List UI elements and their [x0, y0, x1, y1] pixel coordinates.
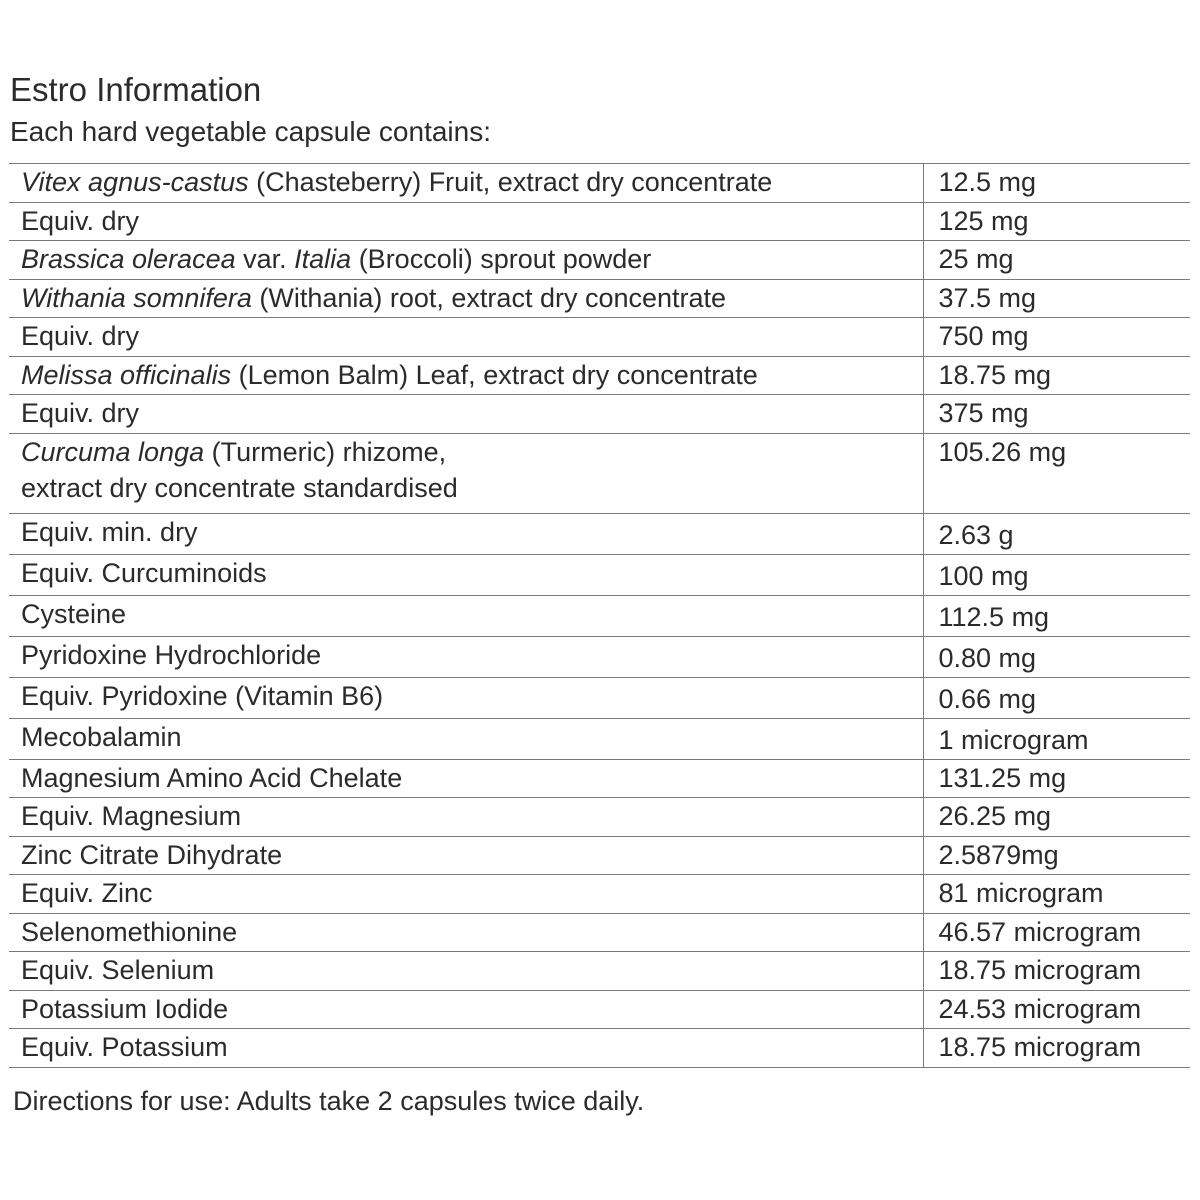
- page-title: Estro Information: [10, 71, 262, 108]
- ingredient-name: Equiv. min. dry: [9, 513, 923, 554]
- ingredient-latin-name: Curcuma longa: [21, 436, 205, 467]
- directions-text: Directions for use: Adults take 2 capsules twice daily.: [13, 1086, 645, 1116]
- ingredient-amount: 18.75 microgram: [923, 952, 1190, 991]
- ingredient-name: Equiv. Pyridoxine (Vitamin B6): [9, 677, 923, 718]
- table-row: [9, 990, 1190, 1029]
- table-row: [9, 836, 1190, 875]
- ingredient-common-name: (Broccoli) sprout powder: [351, 244, 652, 274]
- ingredient-name: Cysteine: [9, 595, 923, 636]
- ingredient-amount: 1 microgram: [923, 718, 1190, 759]
- ingredient-name: [9, 164, 923, 203]
- ingredient-name: [9, 433, 923, 513]
- table-row: [9, 164, 1190, 203]
- ingredient-common-name: (Chasteberry) Fruit, extract dry concentrate: [248, 167, 773, 197]
- ingredient-amount: 750 mg: [923, 318, 1190, 357]
- ingredients-table: [9, 163, 1190, 1068]
- table-row: [9, 554, 1190, 595]
- ingredient-name: [9, 356, 923, 395]
- table-row: [9, 513, 1190, 554]
- ingredient-amount: 125 mg: [923, 202, 1190, 241]
- table-row: [9, 202, 1190, 241]
- ingredient-name: Equiv. Zinc: [9, 875, 923, 914]
- ingredient-name: Equiv. Curcuminoids: [9, 554, 923, 595]
- page-subtitle: Each hard vegetable capsule contains:: [10, 116, 491, 147]
- ingredient-variety-label: var.: [235, 244, 295, 274]
- table-row: [9, 636, 1190, 677]
- table-row: [9, 913, 1190, 952]
- ingredient-amount: 112.5 mg: [923, 595, 1190, 636]
- ingredient-name: Zinc Citrate Dihydrate: [9, 836, 923, 875]
- ingredient-name: Equiv. Selenium: [9, 952, 923, 991]
- ingredient-amount: 131.25 mg: [923, 759, 1190, 798]
- ingredient-name: Equiv. dry: [9, 202, 923, 241]
- ingredient-name-line-2: extract dry concentrate standardised: [21, 472, 458, 503]
- table-row: [9, 952, 1190, 991]
- ingredient-name: Equiv. dry: [9, 395, 923, 434]
- table-row: [9, 241, 1190, 280]
- table-row: [9, 1029, 1190, 1068]
- ingredient-amount: 46.57 microgram: [923, 913, 1190, 952]
- ingredient-name: Magnesium Amino Acid Chelate: [9, 759, 923, 798]
- ingredient-name: [9, 279, 923, 318]
- ingredient-name: Equiv. Potassium: [9, 1029, 923, 1068]
- table-row: [9, 677, 1190, 718]
- table-row: [9, 718, 1190, 759]
- table-row: [9, 798, 1190, 837]
- ingredient-name: Mecobalamin: [9, 718, 923, 759]
- ingredient-amount: 12.5 mg: [923, 164, 1190, 203]
- ingredient-amount: 81 microgram: [923, 875, 1190, 914]
- ingredient-amount: 24.53 microgram: [923, 990, 1190, 1029]
- ingredient-amount: 2.63 g: [923, 513, 1190, 554]
- ingredient-common-name: (Turmeric) rhizome,: [204, 436, 447, 467]
- ingredient-name: Equiv. dry: [9, 318, 923, 357]
- ingredient-amount: 2.5879mg: [923, 836, 1190, 875]
- table-row: [9, 595, 1190, 636]
- ingredient-amount: 0.80 mg: [923, 636, 1190, 677]
- ingredient-amount: 100 mg: [923, 554, 1190, 595]
- table-row: [9, 395, 1190, 434]
- ingredient-amount: 105.26 mg: [923, 433, 1190, 513]
- table-row: [9, 759, 1190, 798]
- ingredient-latin-name: Melissa officinalis: [21, 359, 232, 390]
- ingredient-amount: 375 mg: [923, 395, 1190, 434]
- ingredient-name: Equiv. Magnesium: [9, 798, 923, 837]
- ingredient-latin-name: Withania somnifera: [21, 282, 252, 313]
- ingredient-amount: 18.75 mg: [923, 356, 1190, 395]
- ingredient-common-name: (Withania) root, extract dry concentrate: [251, 282, 727, 313]
- ingredient-name: Selenomethionine: [9, 913, 923, 952]
- table-row: [9, 318, 1190, 357]
- ingredient-latin-name: Vitex agnus-castus: [21, 167, 249, 197]
- ingredient-latin-variety: Italia: [294, 244, 352, 274]
- ingredient-name: [9, 241, 923, 280]
- table-row: [9, 279, 1190, 318]
- ingredient-amount: 26.25 mg: [923, 798, 1190, 837]
- ingredient-name: Pyridoxine Hydrochloride: [9, 636, 923, 677]
- ingredient-name: Potassium Iodide: [9, 990, 923, 1029]
- ingredient-amount: 18.75 microgram: [923, 1029, 1190, 1068]
- ingredient-amount: 0.66 mg: [923, 677, 1190, 718]
- ingredient-common-name: (Lemon Balm) Leaf, extract dry concentrate: [231, 359, 758, 390]
- ingredient-amount: 37.5 mg: [923, 279, 1190, 318]
- ingredient-latin-name: Brassica oleracea: [21, 244, 236, 274]
- table-row: [9, 433, 1190, 513]
- table-row: [9, 875, 1190, 914]
- table-row: [9, 356, 1190, 395]
- ingredient-amount: 25 mg: [923, 241, 1190, 280]
